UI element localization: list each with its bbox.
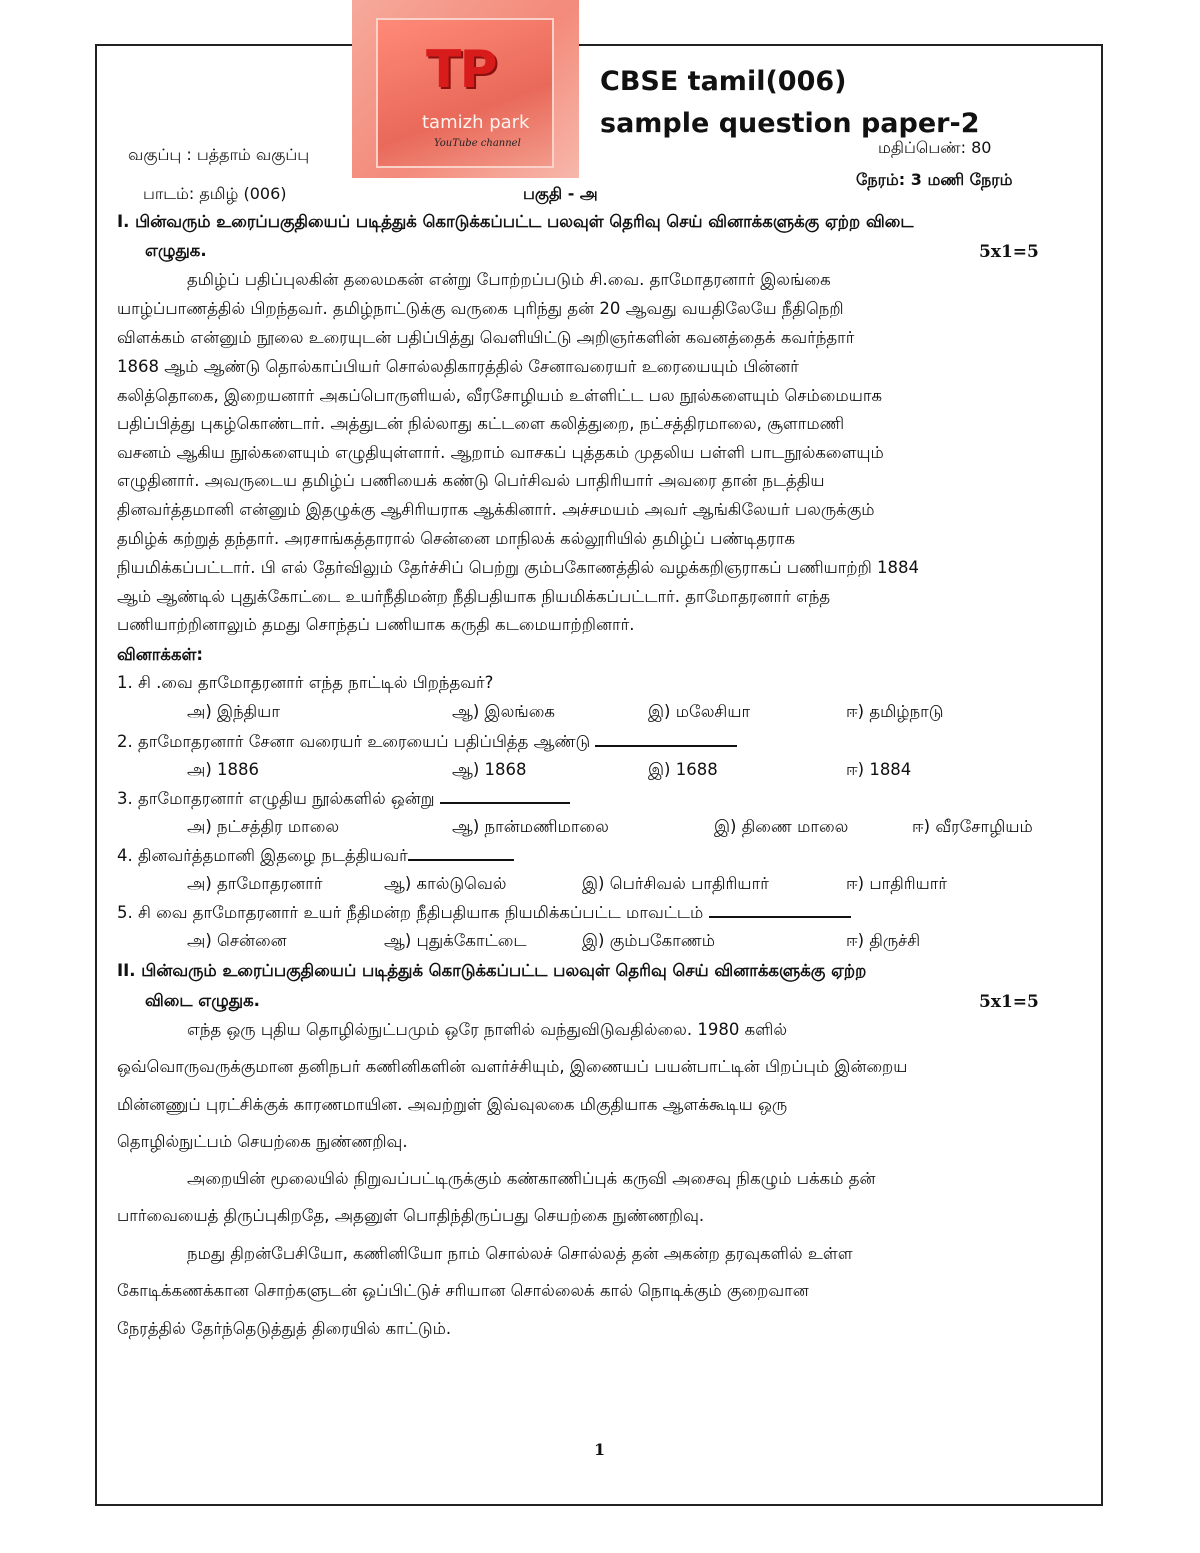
subject-label: பாடம்: தமிழ் (006)	[143, 184, 287, 203]
q3-option-c: இ) திணை மாலை	[714, 817, 849, 836]
q1-option-d: ஈ) தமிழ்நாடு	[846, 702, 944, 721]
q1-option-b: ஆ) இலங்கை	[452, 702, 555, 721]
logo-tp-text: TP	[426, 40, 496, 100]
class-label: வகுப்பு : பத்தாம் வகுப்பு	[128, 145, 310, 164]
question-4-text: 4. தினவர்த்தமானி இதழை நடத்தியவர்	[117, 846, 408, 865]
marks-label: மதிப்பெண்: 80	[878, 138, 992, 157]
q3-option-a: அ) நட்சத்திர மாலை	[187, 817, 340, 836]
section2-instruction: II. பின்வரும் உரைப்பகுதியைப் படித்துக் கொடுக்கப்பட்ட பலவுள் தெரிவு செய் வினாக்களுக்கு ஏற்ற	[117, 961, 867, 980]
q5-option-b: ஆ) புதுக்கோட்டை	[384, 931, 527, 950]
question-3	[117, 788, 570, 811]
logo-tile	[376, 18, 554, 168]
q4-option-b: ஆ) கால்டுவெல்	[384, 874, 507, 893]
logo-channel: YouTube channel	[434, 138, 521, 149]
passage1-line: விளக்கம் என்னும் நூலை உரையுடன் பதிப்பித்து வெளியிட்டு அறிஞர்களின் கவனத்தைக் கவர்ந்தார்	[117, 328, 855, 347]
q4-option-a: அ) தாமோதரனார்	[187, 874, 323, 893]
section1-instruction: I. பின்வரும் உரைப்பகுதியைப் படித்துக் கொடுக்கப்பட்ட பலவுள் தெரிவு செய் வினாக்களுக்கு ஏற்ற விடை	[117, 212, 914, 231]
question-1: 1. சி .வை தாமோதரனார் எந்த நாட்டில் பிறந்தவர்?	[117, 673, 494, 692]
time-label: நேரம்: 3 மணி நேரம்	[856, 170, 1013, 189]
q4-option-d: ஈ) பாதிரியார்	[846, 874, 947, 893]
q5-option-d: ஈ) திருச்சி	[846, 931, 921, 950]
questions-heading: வினாக்கள்:	[117, 645, 203, 664]
question-3-text: 3. தாமோதரனார் எழுதிய நூல்களில் ஒன்று	[117, 789, 435, 808]
passage1-line: 1868 ஆம் ஆண்டு தொல்காப்பியர் சொல்லதிகாரத்தில் சேனாவரையர் உரையையும் பின்னர்	[117, 357, 799, 376]
paper-title-line2: sample question paper-2	[600, 108, 980, 139]
passage2-line: தொழில்நுட்பம் செயற்கை நுண்ணறிவு.	[117, 1132, 408, 1151]
passage2-line: நேரத்தில் தேர்ந்தெடுத்துத் திரையில் காட்டும்.	[117, 1319, 452, 1338]
q2-option-a: அ) 1886	[187, 760, 260, 779]
question-2-text: 2. தாமோதரனார் சேனா வரையர் உரையைப் பதிப்பித்த ஆண்டு	[117, 732, 591, 751]
passage2-line: எந்த ஒரு புதிய தொழில்நுட்பமும் ஒரே நாளில் வந்துவிடுவதில்லை. 1980 களில்	[187, 1020, 788, 1039]
section-label: பகுதி - அ	[523, 184, 598, 203]
passage2-line: பார்வையைத் திருப்புகிறதே, அதனுள் பொதிந்திருப்பது செயற்கை நுண்ணறிவு.	[117, 1206, 705, 1225]
q3-option-d: ஈ) வீரசோழியம்	[912, 817, 1033, 836]
passage1-line: ஆம் ஆண்டில் புதுக்கோட்டை உயர்நீதிமன்ற நீதிபதியாக நியமிக்கப்பட்டார். தாமோதரனார் எந்த	[117, 587, 831, 606]
passage1-line: எழுதினார். அவருடைய தமிழ்ப் பணியைக் கண்டு பெர்சிவல் பாதிரியார் அவரை தான் நடத்திய	[117, 471, 825, 490]
tamizh-park-logo	[352, 0, 579, 178]
passage2-line: ஒவ்வொருவருக்குமான தனிநபர் கணினிகளின் வளர்ச்சியும், இணையப் பயன்பாட்டின் பிறப்பும் இன்றைய	[117, 1057, 908, 1076]
passage1-line: தமிழ்க் கற்றுத் தந்தார். அரசாங்கத்தாரால் சென்னை மாநிலக் கல்லூரியில் தமிழ்ப் பண்டிதராக	[117, 529, 796, 548]
passage1-line: பதிப்பித்து புகழ்கொண்டார். அத்துடன் நில்லாது கட்டளை கலித்துறை, நட்சத்திரமாலை, சூளாமணி	[117, 414, 845, 433]
page-number: 1	[594, 1440, 606, 1459]
passage2-line: மின்னணுப் புரட்சிக்குக் காரணமாயின. அவற்றுள் இவ்வுலகை மிகுதியாக ஆளக்கூடிய ஒரு	[117, 1095, 788, 1114]
question-4	[117, 845, 514, 868]
q1-option-a: அ) இந்தியா	[187, 702, 280, 721]
section2-instruction-cont: விடை எழுதுக.	[145, 991, 260, 1010]
answer-blank	[408, 845, 514, 861]
q5-option-c: இ) கும்பகோணம்	[582, 931, 716, 950]
passage1-line: பணியாற்றினாலும் தமது சொந்தப் பணியாக கருதி கடமையாற்றினார்.	[117, 615, 635, 634]
question-5	[117, 902, 851, 925]
q3-option-b: ஆ) நான்மணிமாலை	[452, 817, 609, 836]
passage1-line: யாழ்ப்பாணத்தில் பிறந்தவர். தமிழ்நாட்டுக்கு வருகை புரிந்து தன் 20 ஆவது வயதிலேயே நீதிநெறி	[117, 299, 844, 318]
q2-option-d: ஈ) 1884	[846, 760, 912, 779]
passage2-line: கோடிக்கணக்கான சொற்களுடன் ஒப்பிட்டுச் சரியான சொல்லைக் கால் நொடிக்கும் குறைவான	[117, 1281, 809, 1300]
passage1-line: கலித்தொகை, இறையனார் அகப்பொருளியல், வீரசோழியம் உள்ளிட்ட பல நூல்களையும் செம்மையாக	[117, 386, 883, 405]
passage1-line: தமிழ்ப் பதிப்புலகின் தலைமகன் என்று போற்றப்படும் சி.வை. தாமோதரனார் இலங்கை	[187, 270, 831, 289]
q2-option-c: இ) 1688	[648, 760, 718, 779]
q2-option-b: ஆ) 1868	[452, 760, 527, 779]
passage1-line: தினவர்த்தமானி என்னும் இதழுக்கு ஆசிரியராக ஆக்கினார். அச்சமயம் அவர் ஆங்கிலேயர் பலருக்கும்	[117, 500, 875, 519]
section2-marks: 5x1=5	[979, 992, 1039, 1012]
passage2-line: நமது திறன்பேசியோ, கணினியோ நாம் சொல்லச் சொல்லத் தன் அகன்ற தரவுகளில் உள்ள	[187, 1244, 853, 1263]
answer-blank	[595, 731, 737, 747]
passage1-line: வசனம் ஆகிய நூல்களையும் எழுதியுள்ளார். ஆறாம் வாசகப் புத்தகம் முதலிய பள்ளி பாடநூல்களையும்	[117, 443, 884, 462]
passage1-line: நியமிக்கப்பட்டார். பி எல் தேர்விலும் தேர்ச்சிப் பெற்று கும்பகோணத்தில் வழக்கறிஞராகப் பணியாற்றி 1884	[117, 558, 920, 577]
answer-blank	[440, 788, 570, 804]
logo-subtitle: tamizh park	[422, 112, 530, 133]
section1-instruction-cont: எழுதுக.	[145, 241, 207, 260]
section1-marks: 5x1=5	[979, 242, 1039, 262]
answer-blank	[709, 902, 851, 918]
q1-option-c: இ) மலேசியா	[648, 702, 751, 721]
paper-title-line1: CBSE tamil(006)	[600, 66, 847, 97]
question-2	[117, 731, 737, 754]
question-5-text: 5. சி வை தாமோதரனார் உயர் நீதிமன்ற நீதிபதியாக நியமிக்கப்பட்ட மாவட்டம்	[117, 903, 704, 922]
q5-option-a: அ) சென்னை	[187, 931, 287, 950]
q4-option-c: இ) பெர்சிவல் பாதிரியார்	[582, 874, 769, 893]
passage2-line: அறையின் மூலையில் நிறுவப்பட்டிருக்கும் கண்காணிப்புக் கருவி அசைவு நிகழும் பக்கம் தன்	[187, 1169, 876, 1188]
